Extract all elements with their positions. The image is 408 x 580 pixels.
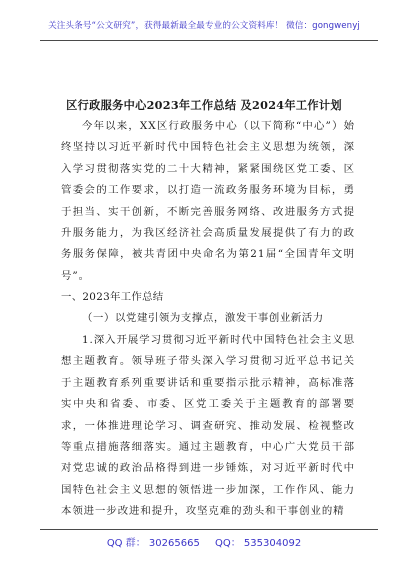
intro-paragraph: 今年以来，XX区行政服务中心（以下简称“中心”）始终坚持以习近平新时代中国特色社会主义思想为统领，深入学习贯彻落实党的二十大精神，紧紧围绕区党工委、区管委会的工作要求，以打造一流政务服务环境为目标，勇于担当、实干创新，不断完善服务网络、改进服务方式提升服务能力，为我区经济社会高质量发展提供了有力的政务服务保障，被共青团中央命名为第21届“全国青年文明号”。 xyxy=(61,120,355,282)
footer-contact xyxy=(0,534,408,549)
footer-divider xyxy=(40,529,378,530)
subsection-heading: （一）以党建引领为支撑点，激发干事创业新活力 xyxy=(82,312,324,324)
footer-qq-group: QQ 群： 30265665 xyxy=(106,538,200,549)
body-paragraph: 1.深入开展学习贯彻习近平新时代中国特色社会主义思想主题教育。领导班子带头深入学习贯彻习近平总书记关于主题教育系列重要讲话和重要指示批示精神，高标准落实中央和省委、市委、区党工委关于主题教育的部署要求，一体推进理论学习、调查研究、推动发展、检视整改等重点措施落细落实。通过主题教育，中心广大党员干部对党忠诚的政治品格得到进一步锤炼，对习近平新时代中国特色社会主义思想的领悟进一步加深，工作作风、能力本领进一步改进和提升，攻坚克难的劲头和干事创业的精 xyxy=(61,334,355,518)
document-title: 区行政服务中心2023年工作总结 及2024年工作计划 xyxy=(66,98,342,112)
section-heading: 一、2023年工作总结 xyxy=(61,291,164,303)
footer-qq-number: QQ： 535304092 xyxy=(215,538,302,549)
header-divider xyxy=(40,40,378,41)
header-promo-note: 关注头条号“公文研究”，获得最新最全最专业的公文资料库！ 微信：gongwenyj xyxy=(48,21,360,31)
